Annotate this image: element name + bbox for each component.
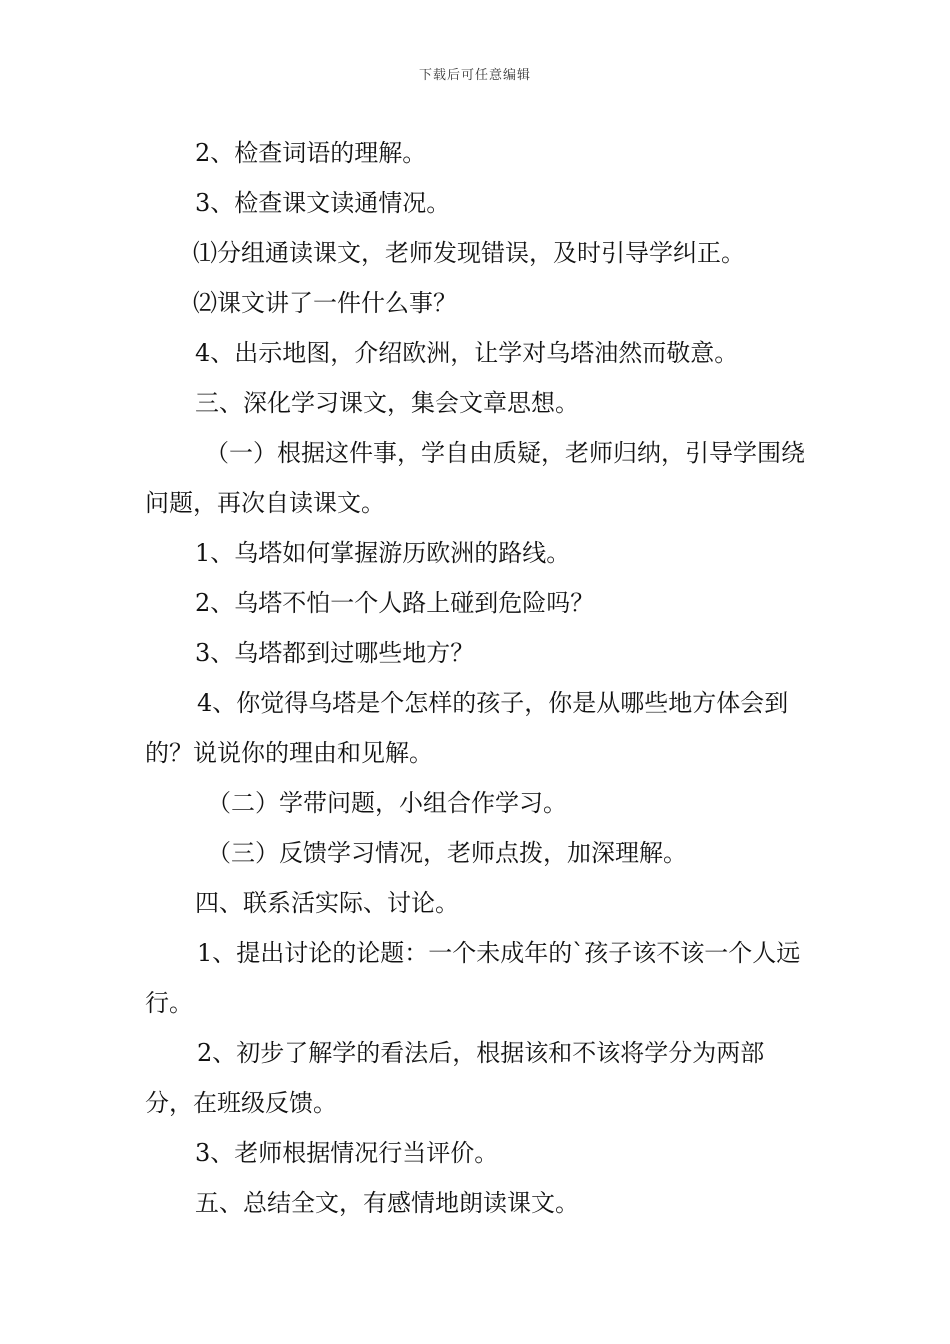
paragraph: 3、检查课文读通情况。 (195, 189, 451, 217)
paragraph: （三）反馈学习情况，老师点拨，加深理解。 (207, 839, 687, 867)
paragraph: 2、检查词语的理解。 (195, 139, 427, 167)
paragraph: 3、老师根据情况行当评价。 (195, 1139, 499, 1167)
paragraph: 五、总结全文，有感情地朗读课文。 (195, 1189, 579, 1217)
document-body (145, 128, 810, 1228)
paragraph: 4、出示地图，介绍欧洲，让学对乌塔油然而敬意。 (195, 339, 739, 367)
paragraph: ⑵课文讲了一件什么事？ (193, 289, 457, 317)
page-header: 下载后可任意编辑 (418, 68, 531, 83)
paragraph: ⑴分组通读课文，老师发现错误，及时引导学纠正。 (193, 239, 745, 267)
paragraph: 三、深化学习课文，集会文章思想。 (195, 389, 579, 417)
paragraph: 2、初步了解学的看法后，根据该和不该将学分为两部分，在班级反馈。 (145, 1039, 765, 1117)
paragraph: 2、乌塔不怕一个人路上碰到危险吗？ (195, 589, 595, 617)
paragraph: 4、你觉得乌塔是个怎样的孩子，你是从哪些地方体会到的？说说你的理由和见解。 (145, 689, 789, 767)
paragraph: 1、提出讨论的论题：一个未成年的`孩子该不该一个人远行。 (145, 939, 801, 1017)
paragraph: 3、乌塔都到过哪些地方？ (195, 639, 475, 667)
paragraph: （一）根据这件事，学自由质疑，老师归纳，引导学围绕问题，再次自读课文。 (145, 439, 805, 517)
paragraph: 1、乌塔如何掌握游历欧洲的路线。 (195, 539, 571, 567)
paragraph: （二）学带问题，小组合作学习。 (207, 789, 567, 817)
paragraph: 四、联系活实际、讨论。 (195, 889, 459, 917)
